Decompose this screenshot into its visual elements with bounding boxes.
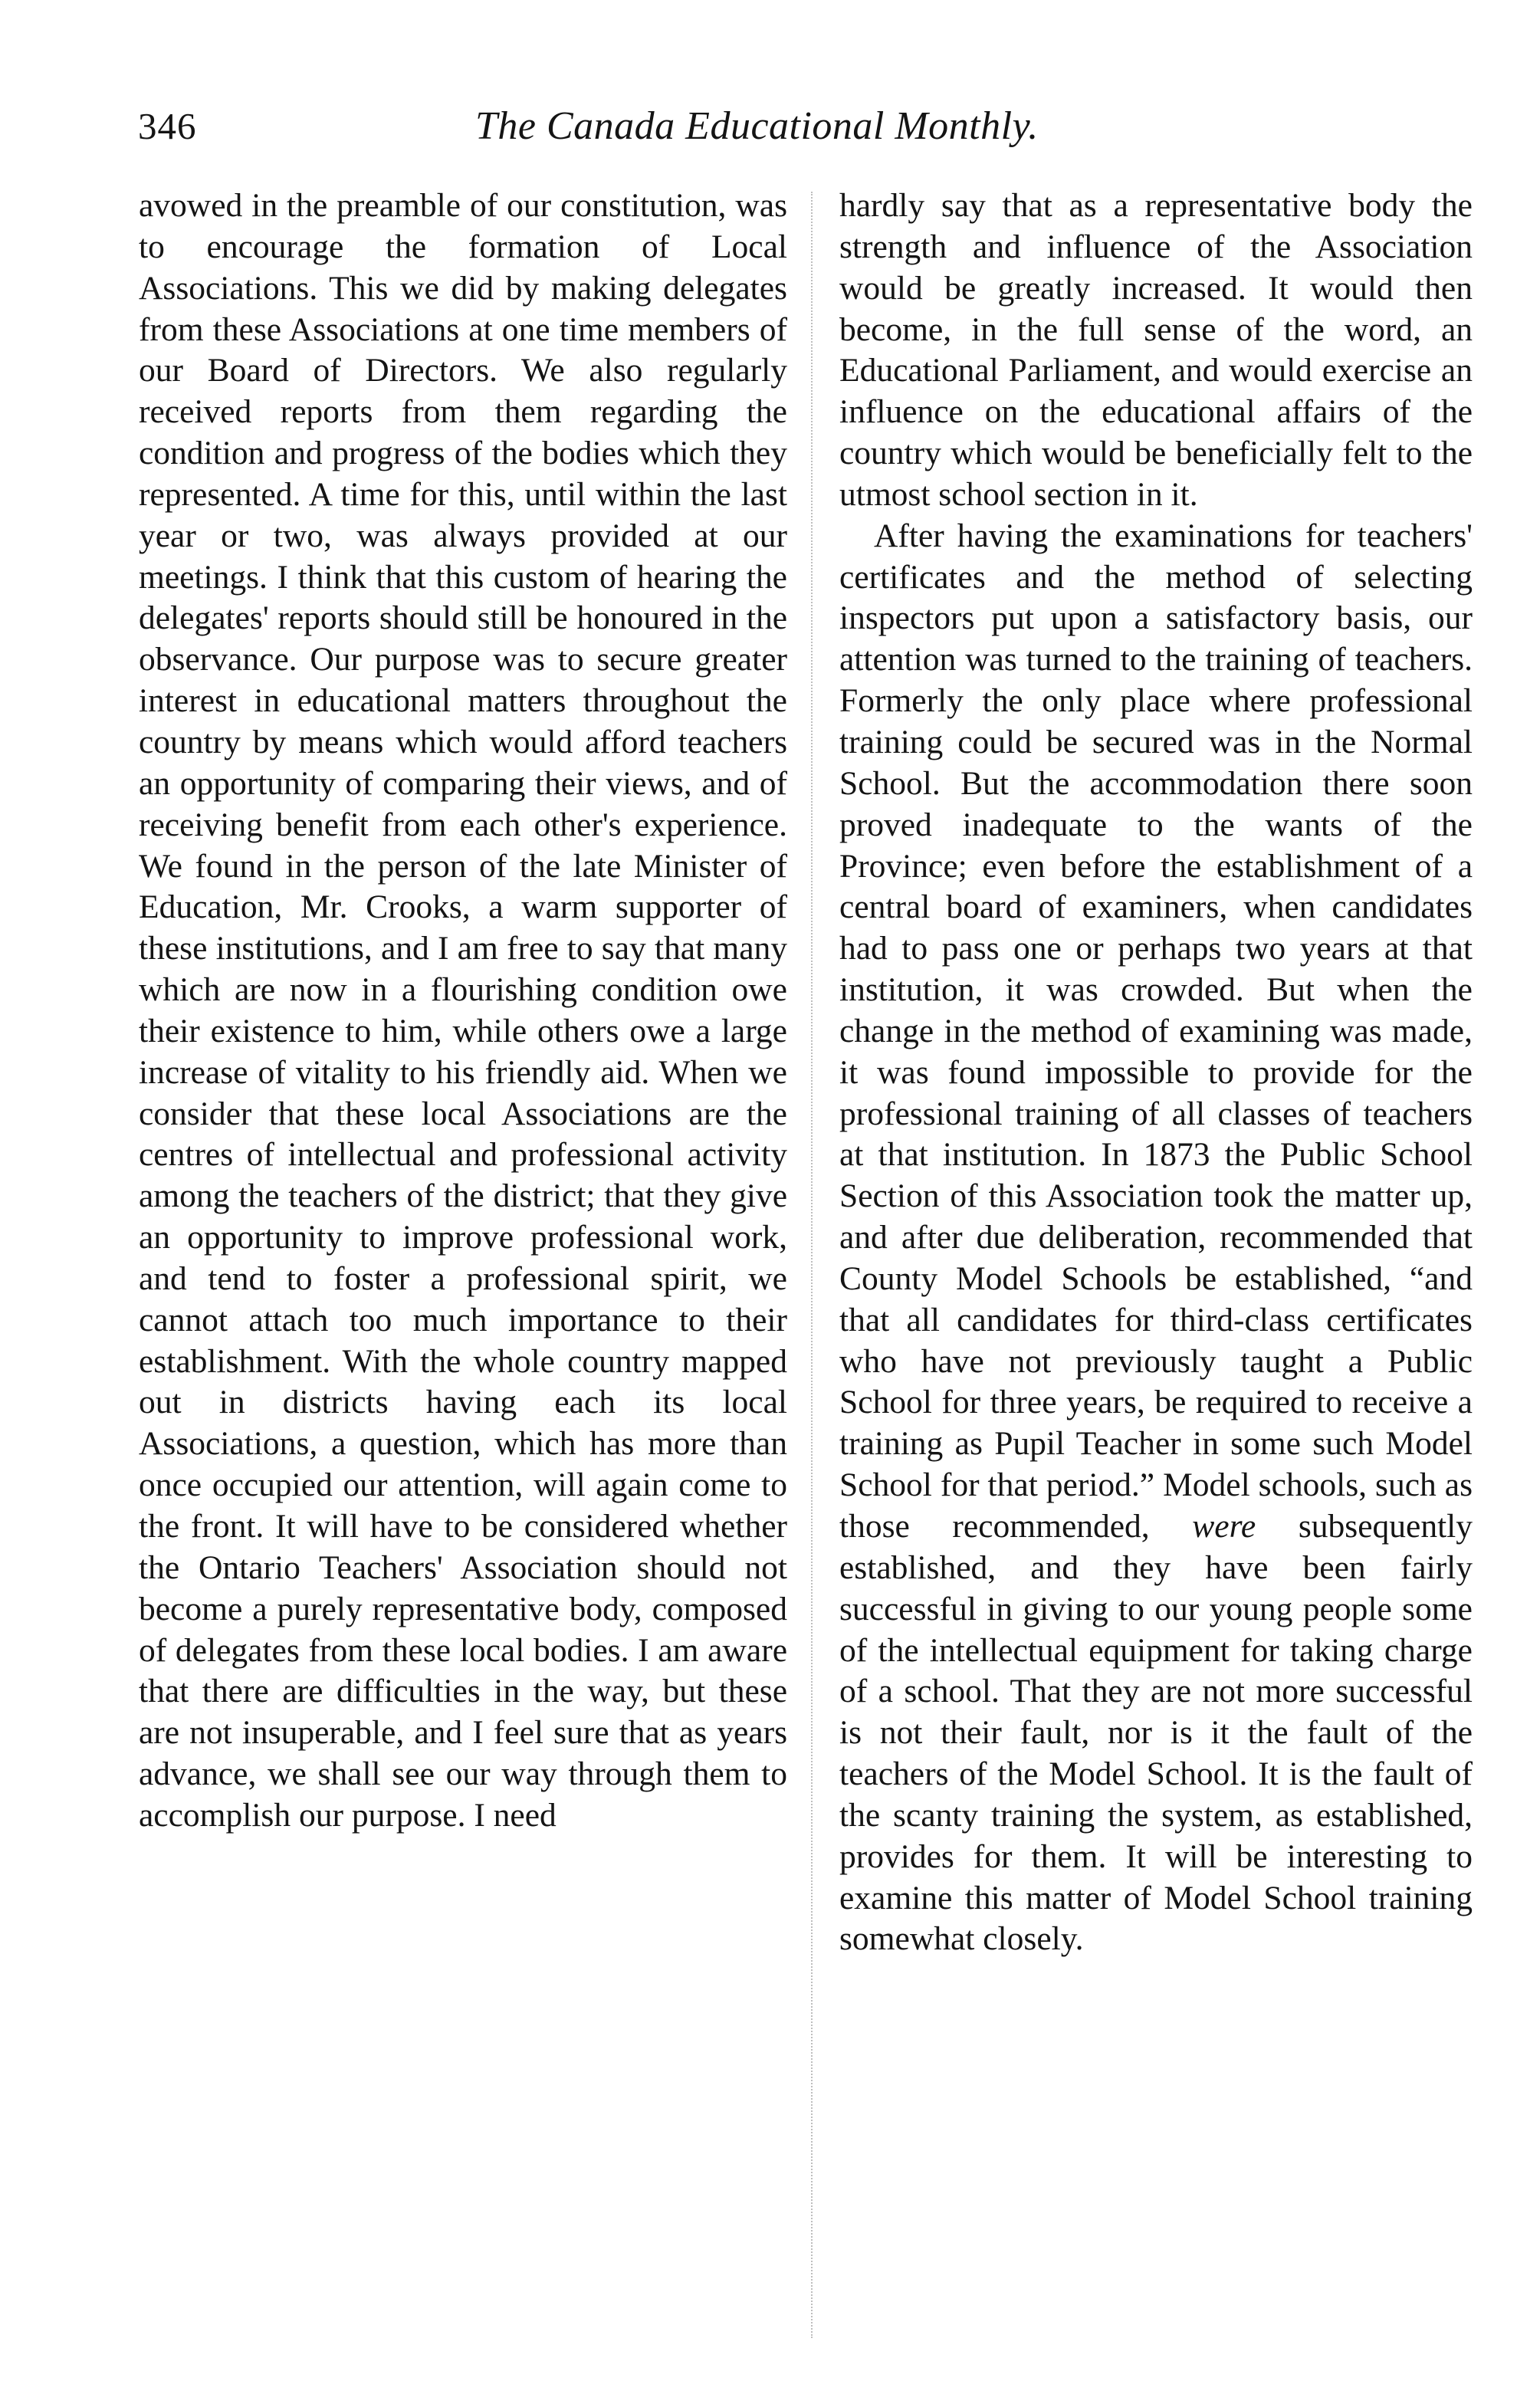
emphasized-word: were xyxy=(1192,1508,1256,1545)
right-paragraph-2-text-before: After having the examinations for teachers' certificates and the method of selecting inspectors put upon a satisfactory basis, our attention was turned to the training of teachers. Formerly the only place where professional training could be secured was in the Normal School. But the accommodation there soon proved inadequate to the wants of the Province; even before the establishment of a central board of examiners, when candidates had to pass one or perhaps two years at that institution, it was crowded. But when the change in the method of examining was made, it was found impossible to provide for the professional training of all classes of teachers at that institution. In 1873 the Public School Section of this Association took the matter up, and after due deliberation, recommended that County Model Schools be established, “and that all candidates for third-class certificates who have not previously taught a Public School for three years, be required to receive a training as Pupil Teacher in some such Model School for that period.” Model schools, such as those recommended, xyxy=(839,517,1473,1545)
right-paragraph-1: hardly say that as a representative body the strength and influence of the Association would be greatly increased. It would then become, in the full sense of the word, an Educational Parliament, and would exercise an influence on the educational affairs of the country which would be beneficially felt to the utmost school section in it. xyxy=(839,187,1473,513)
right-paragraph-2-text-after: subsequently established, and they have been fairly successful in giving to our young people some of the intellectual equipment for taking charge of a school. That they are not more successful is not their fault, nor is it the fault of the teachers of the Model School. It is the fault of the scanty training the system, as established, provides for them. It will be interesting to examine this matter of Model School training somewhat closely. xyxy=(839,1508,1473,1958)
page-header xyxy=(138,103,1487,165)
left-column xyxy=(139,186,787,2355)
page-number: 346 xyxy=(138,105,197,147)
right-column xyxy=(839,186,1473,2355)
right-paragraph-2 xyxy=(839,516,1473,1961)
running-title: The Canada Educational Monthly. xyxy=(475,104,1039,148)
left-paragraph: avowed in the preamble of our constitution, was to encourage the formation of Local Associations. This we did by making delegates from these Associations at one time members of our Board of Directors. We also regularly received reports from them regarding the condition and progress of the bodies which they represented. A time for this, until within the last year or two, was always provided at our meetings. I think that this custom of hearing the delegates' reports should still be honoured in the observance. Our purpose was to secure greater interest in educational matters throughout the country by means which would afford teachers an opportunity of comparing their views, and of receiving benefit from each other's experience. We found in the person of the late Minister of Education, Mr. Crooks, a warm supporter of these institutions, and I am free to say that many which are now in a flourishing condition owe their existence to him, while others owe a large increase of vitality to his friendly aid. When we consider that these local Associations are the centres of intellectual and professional activity among the teachers of the district; that they give an opportunity to improve professional work, and tend to foster a professional spirit, we cannot attach too much importance to their establishment. With the whole country mapped out in districts having each its local Associations, a question, which has more than once occupied our attention, will again come to the front. It will have to be considered whether the Ontario Teachers' Association should not become a purely representative body, composed of delegates from these local bodies. I am aware that there are difficulties in the way, but these are not insuperable, and I feel sure that as years advance, we shall see our way through them to accomplish our purpose. I need xyxy=(139,187,787,1834)
column-divider xyxy=(811,192,814,2338)
